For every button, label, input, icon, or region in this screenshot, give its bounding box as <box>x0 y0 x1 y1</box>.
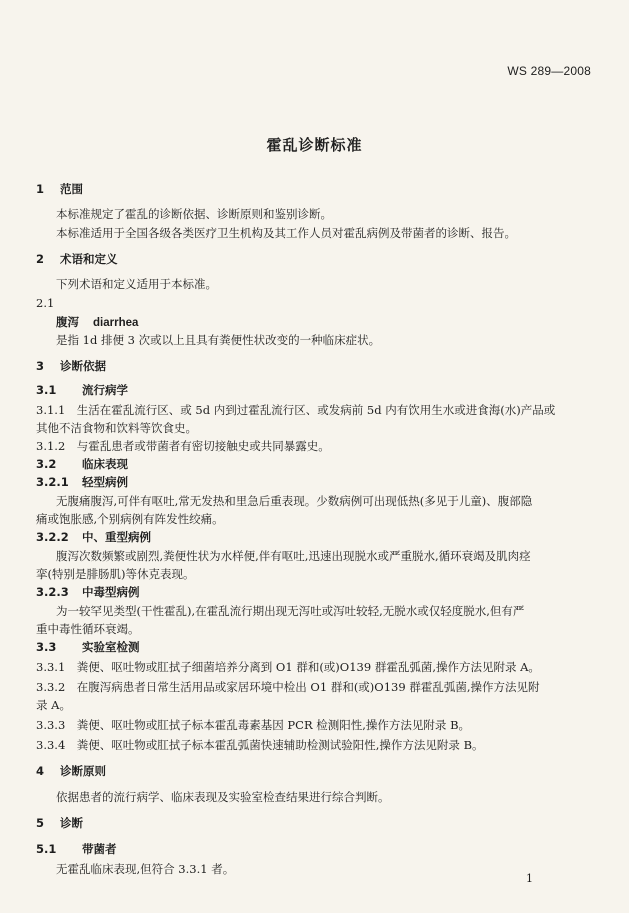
section-number: 2 <box>36 252 45 266</box>
section-5-heading <box>36 816 83 830</box>
clause-3-3-3: 3.3.3 粪便、呕吐物或肛拭子标本霍乱毒素基因 PCR 检测阳性,操作方法见附录 B。 <box>36 718 471 732</box>
term-chinese: 腹泻 <box>56 315 79 329</box>
subsection-title: 实验室检测 <box>82 640 140 654</box>
subsection-3-2-heading <box>36 457 128 471</box>
paragraph-cont: 挛(特别是腓肠肌)等休克表现。 <box>36 567 195 581</box>
clause-3-1-2: 3.1.2 与霍乱患者或带菌者有密切接触史或共同暴露史。 <box>36 439 330 453</box>
subsection-3-3-heading <box>36 640 140 654</box>
section-4-heading <box>36 764 106 778</box>
subsection-number: 3.2.3 <box>36 585 69 599</box>
paragraph-cont: 重中毒性循环衰竭。 <box>36 622 140 636</box>
section-title: 范围 <box>60 182 83 196</box>
section-3-heading <box>36 359 106 373</box>
paragraph: 无腹痛腹泻,可伴有呕吐,常无发热和里急后重表现。少数病例可出现低热(多见于儿童)、腹部隐 <box>56 494 533 508</box>
subsection-3-2-1-heading <box>36 475 128 489</box>
section-title: 术语和定义 <box>60 252 118 266</box>
section-title: 诊断依据 <box>60 359 106 373</box>
section-number: 4 <box>36 764 45 778</box>
term-english: diarrhea <box>93 317 139 329</box>
page-number: 1 <box>526 872 533 885</box>
subsection-number: 5.1 <box>36 842 57 856</box>
subsection-3-2-2-heading <box>36 530 151 544</box>
definition: 是指 1d 排便 3 次或以上且具有粪便性状改变的一种临床症状。 <box>56 333 381 347</box>
subsection-number: 3.2.2 <box>36 530 69 544</box>
subsection-3-2-3-heading <box>36 585 140 599</box>
clause-3-3-1: 3.3.1 粪便、呕吐物或肛拭子细菌培养分离到 O1 群和(或)O139 群霍乱弧菌,操作方法见附录 A。 <box>36 660 540 674</box>
section-title: 诊断 <box>60 816 83 830</box>
clause-3-1-1: 3.1.1 生活在霍乱流行区、或 5d 内到过霍乱流行区、或发病前 5d 内有饮用生水或进食海(水)产品或 <box>36 403 556 417</box>
paragraph: 本标准适用于全国各级各类医疗卫生机构及其工作人员对霍乱病例及带菌者的诊断、报告。 <box>56 226 516 240</box>
document-title: 霍乱诊断标准 <box>266 136 363 154</box>
section-2-heading <box>36 252 118 266</box>
clause-3-1-1-cont: 其他不洁食物和饮料等饮食史。 <box>36 421 197 435</box>
paragraph: 本标准规定了霍乱的诊断依据、诊断原则和鉴别诊断。 <box>56 207 332 221</box>
section-title: 诊断原则 <box>60 764 106 778</box>
subsection-number: 2.1 <box>36 296 55 310</box>
subsection-5-1-heading <box>36 842 117 856</box>
clause-3-3-4: 3.3.4 粪便、呕吐物或肛拭子标本霍乱弧菌快速辅助检测试验阳性,操作方法见附录 B。 <box>36 738 484 752</box>
paragraph: 依据患者的流行病学、临床表现及实验室检查结果进行综合判断。 <box>56 790 390 804</box>
subsection-title: 带菌者 <box>82 842 117 856</box>
paragraph: 无霍乱临床表现,但符合 3.3.1 者。 <box>56 862 235 876</box>
subsection-number: 3.1 <box>36 383 57 397</box>
section-number: 1 <box>36 182 45 196</box>
section-number: 3 <box>36 359 45 373</box>
subsection-number: 3.3 <box>36 640 57 654</box>
subsection-title: 临床表现 <box>82 457 128 471</box>
subsection-3-1-heading <box>36 383 128 397</box>
standard-code: WS 289—2008 <box>507 64 591 78</box>
section-1-heading <box>36 182 83 196</box>
clause-3-3-2: 3.3.2 在腹泻病患者日常生活用品或家居环境中检出 O1 群和(或)O139 群霍乱弧菌,操作方法见附 <box>36 680 540 694</box>
section-number: 5 <box>36 816 45 830</box>
subsection-title: 中毒型病例 <box>82 585 140 599</box>
paragraph-cont: 痛或饱胀感,个别病例有阵发性绞痛。 <box>36 512 224 526</box>
clause-3-3-2-cont: 录 A。 <box>36 698 71 712</box>
subsection-title: 轻型病例 <box>82 475 128 489</box>
paragraph: 腹泻次数频繁或剧烈,粪便性状为水样便,伴有呕吐,迅速出现脱水或严重脱水,循环衰竭及肌肉痉 <box>56 549 531 563</box>
subsection-number: 3.2 <box>36 457 57 471</box>
paragraph: 下列术语和定义适用于本标准。 <box>56 277 217 291</box>
paragraph: 为一较罕见类型(干性霍乱),在霍乱流行期出现无泻吐或泻吐较轻,无脱水或仅轻度脱水,但有严 <box>56 604 525 618</box>
subsection-title: 流行病学 <box>82 383 128 397</box>
subsection-number: 3.2.1 <box>36 475 69 489</box>
term-line <box>56 315 138 330</box>
subsection-title: 中、重型病例 <box>82 530 151 544</box>
